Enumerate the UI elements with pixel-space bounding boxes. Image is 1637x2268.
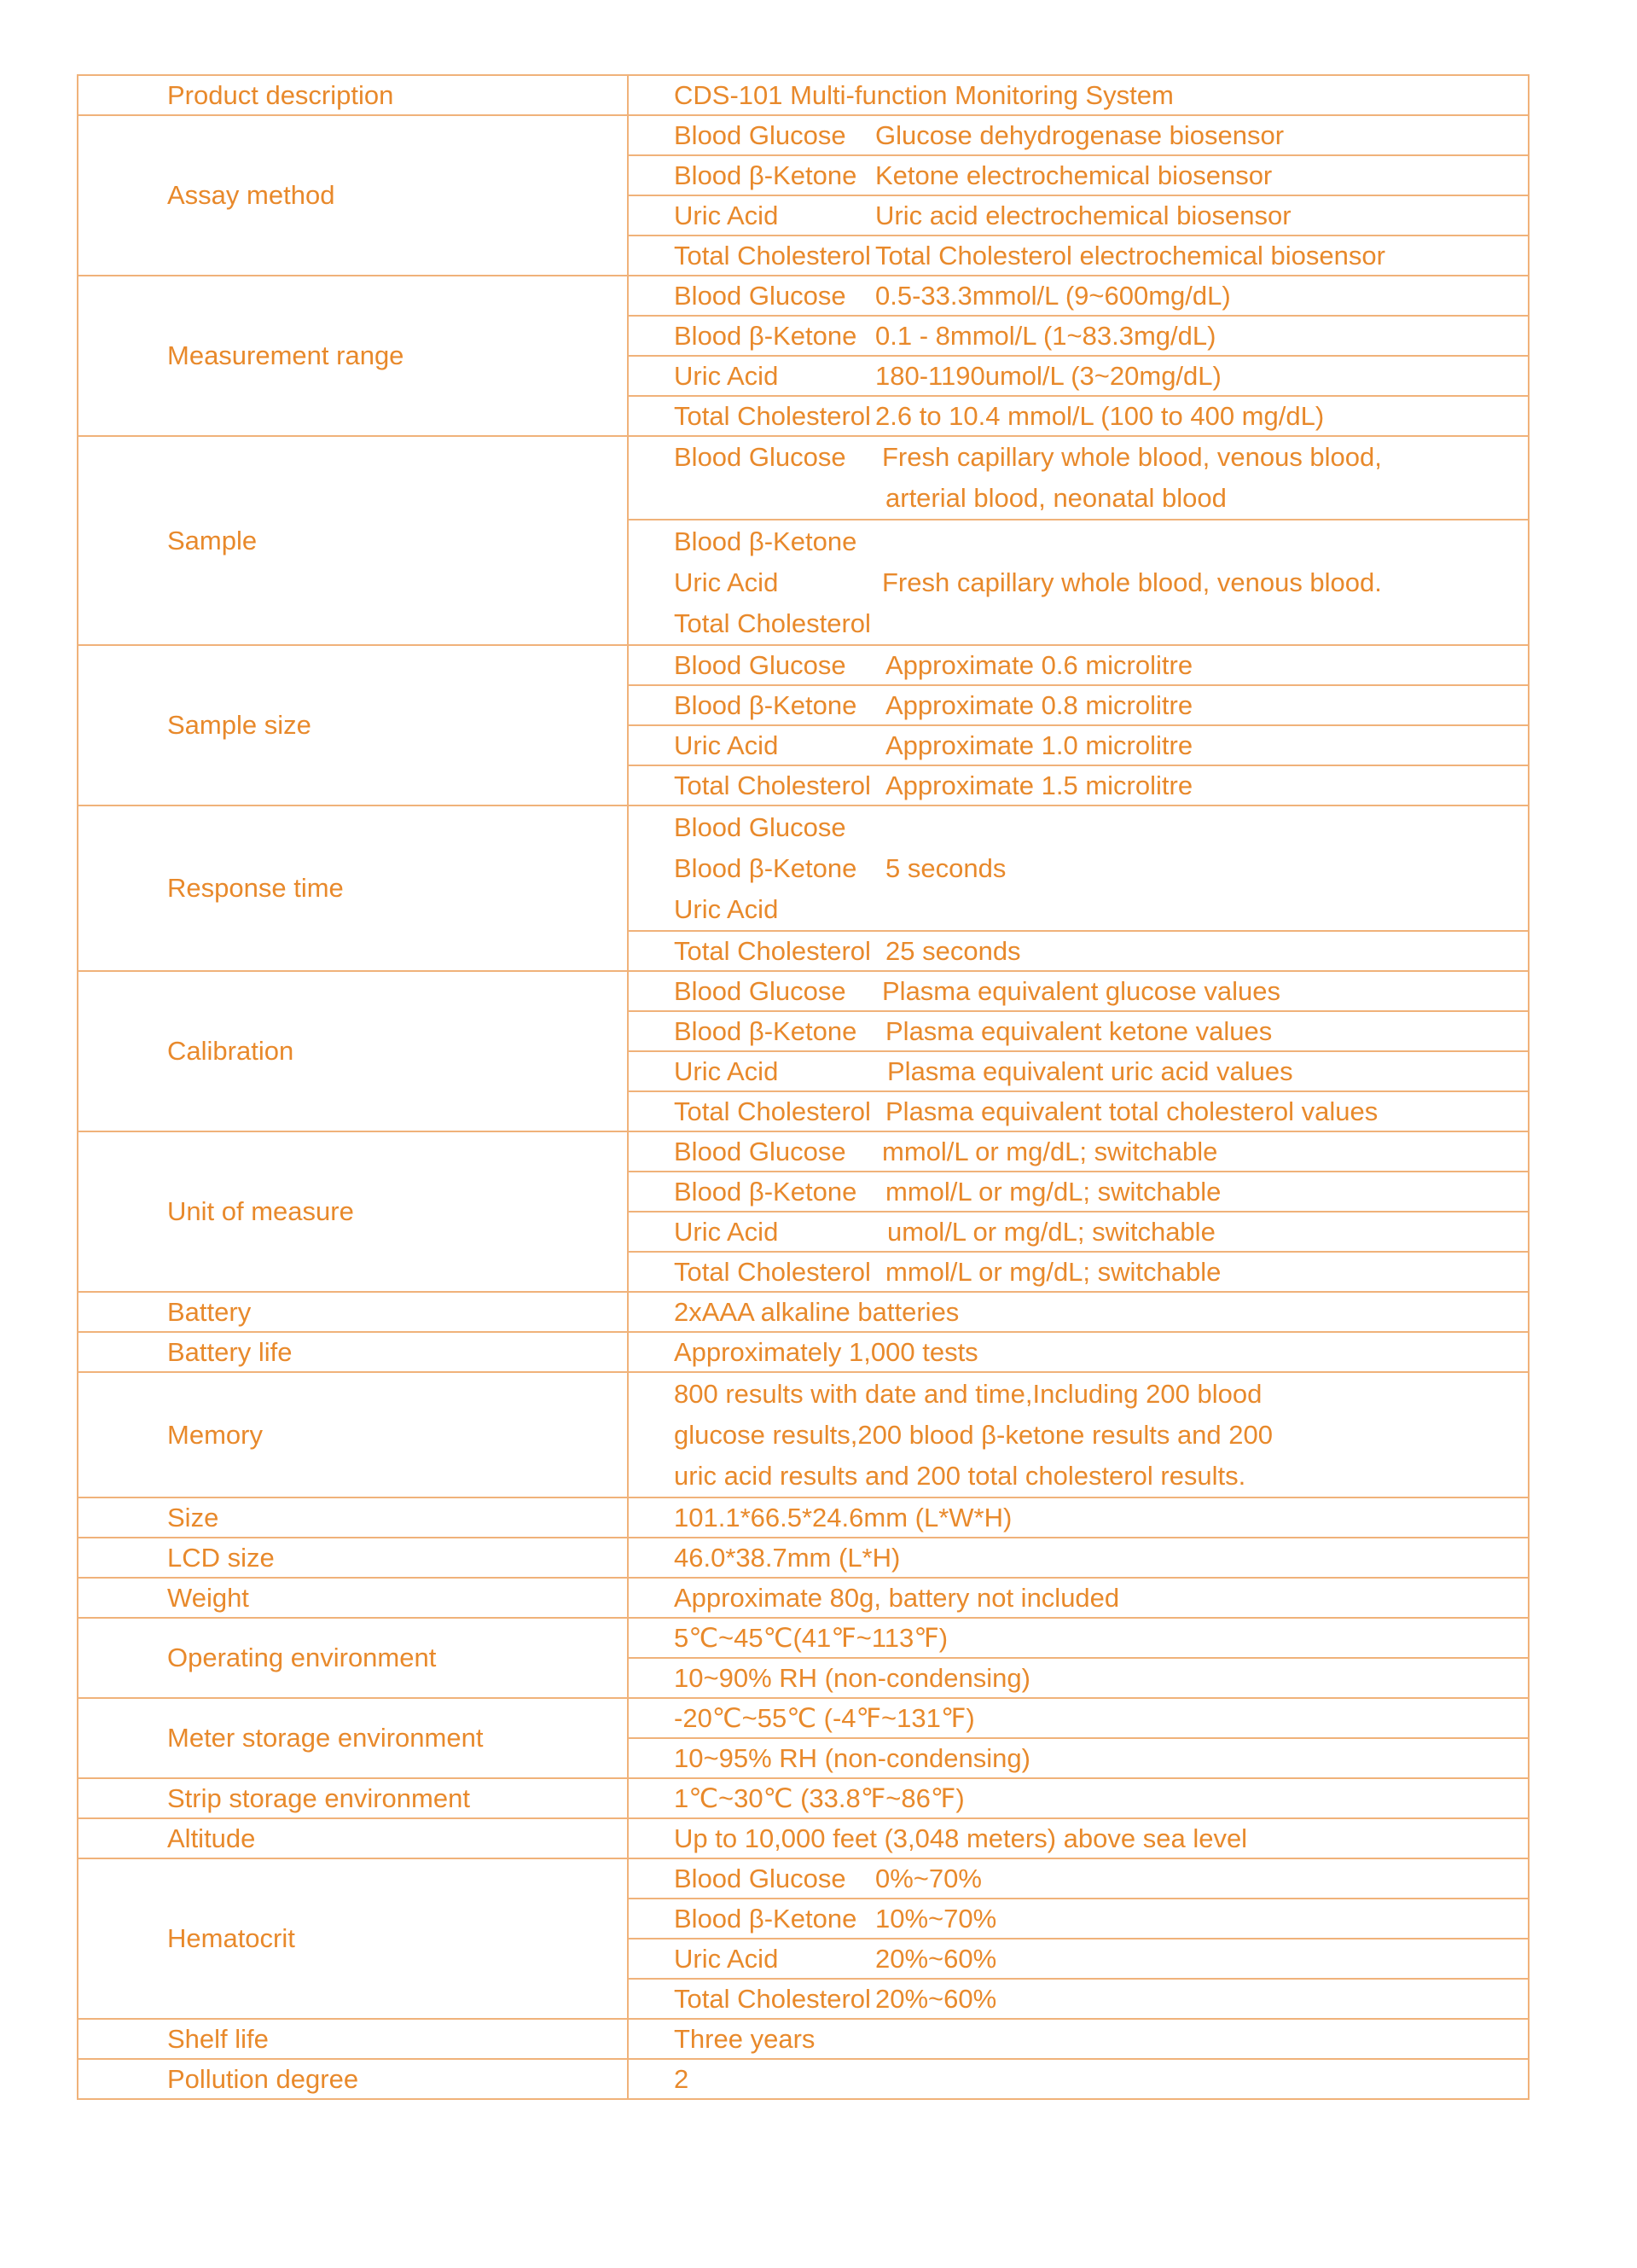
row-label-altitude: Altitude [78,1818,628,1858]
value-cell: 2.6 to 10.4 mmol/L (100 to 400 mg/dL) [875,396,1529,436]
analyte-cell: Blood β-Ketone [628,685,875,725]
spec-sheet [77,74,1530,2100]
analyte-text: Blood Glucose [674,442,846,472]
row-label-memory: Memory [78,1372,628,1497]
value-line: arterial blood, neonatal blood [885,483,1227,513]
table-row [78,1497,1529,1538]
analyte-cell: Blood β-Ketone [628,155,875,195]
lcd-size-value: 46.0*38.7mm (L*H) [628,1538,1529,1578]
table-row [78,1578,1529,1618]
table-row [78,1778,1529,1818]
altitude-value: Up to 10,000 feet (3,048 meters) above sea level [628,1818,1529,1858]
row-label-measurement-range: Measurement range [78,276,628,436]
analyte-cell: Blood Glucose [628,645,875,685]
row-label-response-time: Response time [78,805,628,971]
row-label-weight: Weight [78,1578,628,1618]
value-cell: Ketone electrochemical biosensor [875,155,1529,195]
value-cell: Approximate 0.6 microlitre [875,645,1529,685]
analyte-cell [628,436,875,520]
table-row [78,1332,1529,1372]
value-cell: Approximate 1.5 microlitre [875,765,1529,805]
row-label-strip-storage-environment: Strip storage environment [78,1778,628,1818]
value-cell: 25 seconds [875,931,1529,971]
analyte-cell: Total Cholesterol [628,1252,875,1292]
analyte-cell [628,805,875,931]
analyte-text: Blood β-Ketone [674,852,857,883]
size-value: 101.1*66.5*24.6mm (L*W*H) [628,1497,1529,1538]
row-label-sample-size: Sample size [78,645,628,805]
value-cell: 0.5-33.3mmol/L (9~600mg/dL) [875,276,1529,316]
row-label-hematocrit: Hematocrit [78,1858,628,2019]
operating-temp-value: 5℃~45℃(41℉~113℉) [628,1618,1529,1658]
row-label-calibration: Calibration [78,971,628,1131]
meter-storage-temp-value: -20℃~55℃ (-4℉~131℉) [628,1698,1529,1738]
value-cell: Total Cholesterol electrochemical biosensor [875,236,1529,276]
row-label-operating-environment: Operating environment [78,1618,628,1698]
analyte-cell: Blood Glucose [628,1131,875,1172]
value-line: Fresh capillary whole blood, venous blood, [882,442,1382,472]
battery-life-value: Approximately 1,000 tests [628,1332,1529,1372]
table-row [78,2059,1529,2099]
value-cell [875,436,1529,520]
analyte-cell: Uric Acid [628,356,875,396]
value-cell: Uric acid electrochemical biosensor [875,195,1529,236]
analyte-cell: Blood Glucose [628,276,875,316]
memory-line: uric acid results and 200 total cholesterol results. [674,1460,1246,1491]
analyte-cell: Total Cholesterol [628,931,875,971]
row-label-size: Size [78,1497,628,1538]
table-row [78,1372,1529,1497]
value-cell: Plasma equivalent ketone values [875,1011,1529,1051]
row-label-shelf-life: Shelf life [78,2019,628,2059]
table-row [78,805,1529,931]
value-cell: Approximate 0.8 microlitre [875,685,1529,725]
analyte-text: Uric Acid [674,567,779,597]
value-cell: mmol/L or mg/dL; switchable [875,1172,1529,1212]
analyte-text: Total Cholesterol [674,608,871,638]
row-label-lcd-size: LCD size [78,1538,628,1578]
value-cell: 0%~70% [875,1858,1529,1899]
row-label-product-description: Product description [78,75,628,115]
table-row [78,2019,1529,2059]
analyte-cell: Uric Acid [628,1051,875,1091]
value-cell: 5 seconds [875,805,1529,931]
table-row [78,115,1529,155]
analyte-cell: Total Cholesterol [628,1979,875,2019]
value-cell: Glucose dehydrogenase biosensor [875,115,1529,155]
analyte-cell: Total Cholesterol [628,1091,875,1131]
analyte-cell: Total Cholesterol [628,236,875,276]
table-row [78,276,1529,316]
analyte-cell: Uric Acid [628,1212,875,1252]
analyte-text: Blood β-Ketone [674,526,857,556]
value-cell: 20%~60% [875,1979,1529,2019]
row-label-pollution-degree: Pollution degree [78,2059,628,2099]
analyte-cell: Uric Acid [628,195,875,236]
value-cell: Approximate 1.0 microlitre [875,725,1529,765]
analyte-cell: Blood β-Ketone [628,1899,875,1939]
spec-table [77,74,1530,2100]
value-cell: 180-1190umol/L (3~20mg/dL) [875,356,1529,396]
analyte-cell: Blood Glucose [628,1858,875,1899]
row-label-sample: Sample [78,436,628,645]
table-row [78,1698,1529,1738]
analyte-cell: Blood β-Ketone [628,316,875,356]
analyte-cell [628,520,875,645]
value-cell: mmol/L or mg/dL; switchable [875,1252,1529,1292]
table-row [78,1131,1529,1172]
value-cell: Plasma equivalent total cholesterol values [875,1091,1529,1131]
value-cell: 10%~70% [875,1899,1529,1939]
operating-humidity-value: 10~90% RH (non-condensing) [628,1658,1529,1698]
battery-value: 2xAAA alkaline batteries [628,1292,1529,1332]
value-cell: Plasma equivalent uric acid values [875,1051,1529,1091]
analyte-cell: Blood β-Ketone [628,1011,875,1051]
table-row [78,645,1529,685]
pollution-degree-value: 2 [628,2059,1529,2099]
table-row [78,1618,1529,1658]
analyte-cell: Blood Glucose [628,971,875,1011]
row-label-battery: Battery [78,1292,628,1332]
table-row [78,436,1529,520]
memory-line: glucose results,200 blood β-ketone results and 200 [674,1419,1273,1450]
value-cell: 20%~60% [875,1939,1529,1979]
row-label-assay-method: Assay method [78,115,628,276]
product-description-value: CDS-101 Multi-function Monitoring System [628,75,1529,115]
table-row [78,75,1529,115]
analyte-cell: Total Cholesterol [628,765,875,805]
analyte-cell: Uric Acid [628,1939,875,1979]
table-row [78,1538,1529,1578]
row-label-battery-life: Battery life [78,1332,628,1372]
shelf-life-value: Three years [628,2019,1529,2059]
weight-value: Approximate 80g, battery not included [628,1578,1529,1618]
strip-storage-value: 1℃~30℃ (33.8℉~86℉) [628,1778,1529,1818]
analyte-cell: Total Cholesterol [628,396,875,436]
value-cell: Fresh capillary whole blood, venous blood. [875,520,1529,645]
table-row [78,971,1529,1011]
value-cell: 0.1 - 8mmol/L (1~83.3mg/dL) [875,316,1529,356]
table-row [78,1818,1529,1858]
value-cell: mmol/L or mg/dL; switchable [875,1131,1529,1172]
analyte-text: Blood Glucose [674,811,846,842]
value-cell: Plasma equivalent glucose values [875,971,1529,1011]
analyte-cell: Blood Glucose [628,115,875,155]
table-row [78,1292,1529,1332]
analyte-cell: Blood β-Ketone [628,1172,875,1212]
row-label-unit-of-measure: Unit of measure [78,1131,628,1292]
row-label-meter-storage-environment: Meter storage environment [78,1698,628,1778]
analyte-cell: Uric Acid [628,725,875,765]
memory-line: 800 results with date and time,Including 200 blood [674,1378,1263,1409]
table-row [78,1858,1529,1899]
meter-storage-humidity-value: 10~95% RH (non-condensing) [628,1738,1529,1778]
value-cell: umol/L or mg/dL; switchable [875,1212,1529,1252]
analyte-text: Uric Acid [674,893,779,924]
memory-value [628,1372,1529,1497]
